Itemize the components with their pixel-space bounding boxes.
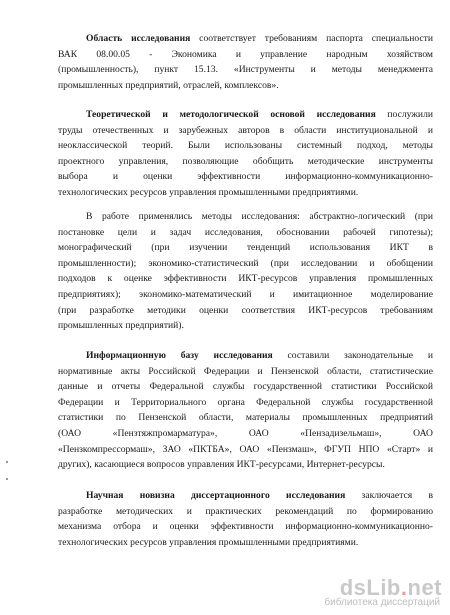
text-line: статистики по Пензенской области, материалы промышленных предприятий (58, 412, 433, 424)
watermark (302, 575, 442, 609)
text-line: данные и отчеты Федеральной службы государственной статистики Российской (58, 381, 433, 393)
text-line: (при разработке методики оценки соответствия ИКТ-ресурсов требованиям (58, 304, 433, 316)
text-line: разработке методических и практических рекомендаций по формированию (58, 505, 433, 517)
paragraph-theoretical-basis (58, 107, 433, 201)
paragraph-scientific-novelty (58, 488, 433, 550)
text-line: (промышленность), пункт 15.13. «Инструменты и методы менеджмента (58, 64, 433, 76)
scan-speck (6, 461, 8, 463)
watermark-subtitle: библиотека диссертаций (324, 597, 440, 608)
text-line: подходов к оценке эффективности ИКТ-ресурсов управления промышленных (58, 273, 433, 285)
bold-term: Информационную базу исследования (86, 350, 273, 361)
text-line: неоклассической теорий. Были использованы системный подход, методы (58, 140, 433, 152)
text-line: промышленных предприятий). (58, 320, 184, 332)
paragraph-research-area (58, 31, 433, 93)
text-line: труды отечественных и зарубежных авторов в области институциональной и (58, 124, 433, 136)
text-line: Информационную базу исследования составили законодательные и (86, 350, 433, 361)
text-line: В работе применялись методы исследования: абстрактно-логический (при (86, 211, 433, 222)
text-line: других), касающиеся вопросов управления ИКТ-ресурсами, Интернет-ресурсы. (58, 459, 385, 471)
scan-speck (6, 478, 8, 480)
bold-term: Теоретической и методологической основой исследования (86, 109, 376, 120)
text-line: проектного управления, позволяющие обобщить методические инструменты (58, 155, 433, 167)
text-line: механизма отбора и оценки эффективности информационно-коммуникационно- (58, 521, 433, 533)
text-line: постановке цели и задач исследования, обосновании рабочей гипотезы); (58, 226, 433, 238)
text-line: промышленных предприятий, отраслей, комплексов». (58, 79, 279, 91)
text-line: ВАК 08.00.05 - Экономика и управление народным хозяйством (58, 48, 433, 60)
text-line: Научная новизна диссертационного исследования заключается в (86, 490, 433, 501)
text-line: Теоретической и методологической основой исследования послужили (86, 109, 433, 120)
text-line: «Пензкомпрессормаш», ЗАО «ПКТБА», ОАО «Пензмаш», ФГУП НПО «Старт» и (58, 443, 433, 455)
bold-term: Область исследования (86, 33, 191, 44)
text-line: Область исследования соответствует требованиям паспорта специальности (86, 33, 433, 44)
text-line: (ОАО «Пензтяжпромарматура», ОАО «Пензадизельмаш», ОАО (58, 427, 433, 439)
text-line: технологических ресурсов управления промышленными предприятиями. (58, 536, 359, 548)
text-line: промышленности); экономико-статистический (при исследовании и обобщении (58, 257, 433, 269)
bold-term: Научная новизна диссертационного исследования (86, 490, 346, 501)
text-line: монографический (при изучении тенденций использования ИКТ в (58, 242, 433, 254)
watermark-logo: dsLib.net (339, 575, 442, 600)
paragraph-methods (58, 209, 433, 334)
text-line: Федерации и Территориального органа Федеральной службы государственной (58, 396, 433, 408)
text-line: нормативные акты Российской Федерации и Пензенской области, статистические (58, 365, 433, 377)
text-line: выбора и оценки эффективности информационно-коммуникационно- (58, 171, 433, 183)
paragraph-information-base (58, 348, 433, 473)
text-line: технологических ресурсов управления промышленными предприятиями. (58, 186, 359, 198)
text-line: предприятиях); экономико-математический и имитационное моделирование (58, 288, 433, 300)
